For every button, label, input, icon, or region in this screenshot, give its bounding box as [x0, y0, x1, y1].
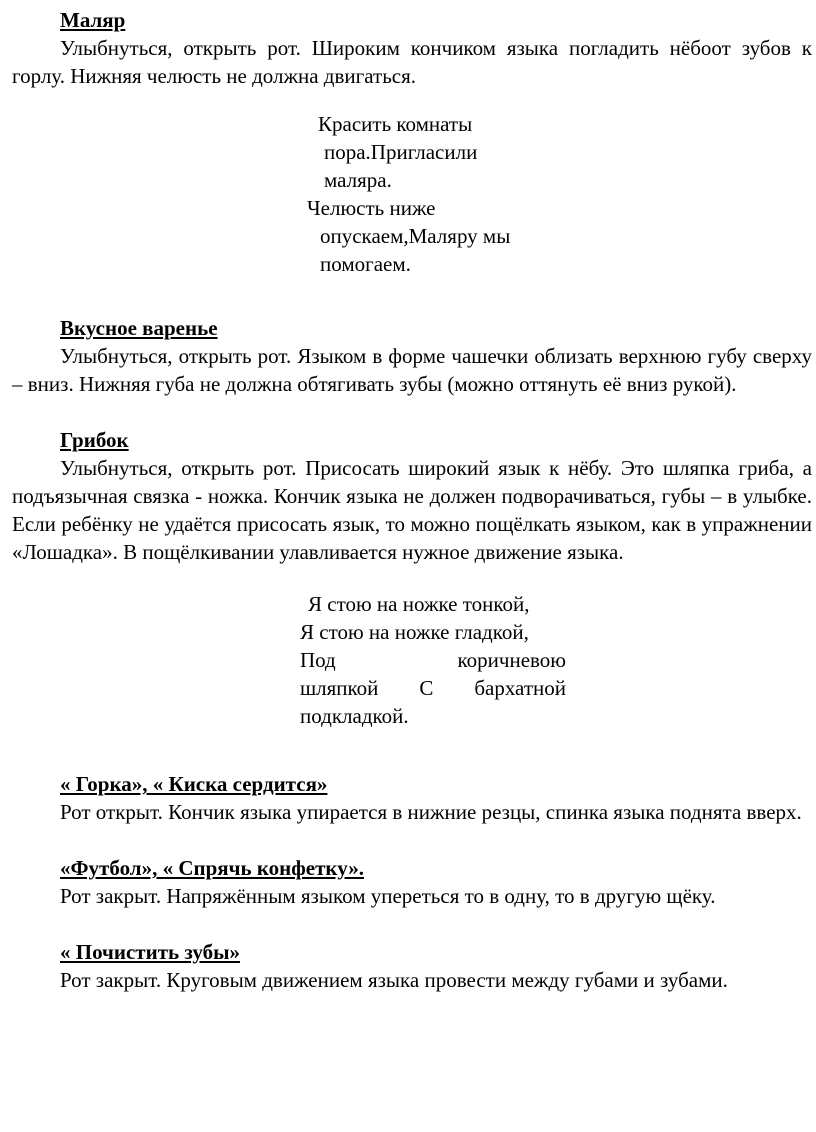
poem-word: Под	[300, 648, 336, 672]
section-text: Улыбнуться, открыть рот. Языком в форме чашечки облизать верхнюю губу сверху – вниз. Нижняя губа не должна обтягивать зубы (можно оттянуть её вниз рукой).	[12, 344, 812, 396]
poem-word: шляпкой	[300, 676, 379, 700]
section-futbol	[12, 854, 812, 910]
poem-line: Я стою на ножке гладкой,	[300, 620, 529, 644]
section-title: Вкусное варенье	[60, 316, 218, 340]
section-gorka	[12, 770, 812, 826]
poem-line	[300, 674, 566, 702]
section-title: Грибок	[60, 428, 129, 452]
section-malyar	[12, 6, 812, 90]
poem-line: Челюсть ниже	[307, 196, 436, 220]
poem-word: бархатной	[474, 676, 566, 700]
poem-line: опускаем,Маляру мы	[320, 224, 511, 248]
poem-gribok	[12, 590, 812, 730]
section-title: « Почистить зубы»	[60, 940, 241, 964]
section-title: «Футбол», « Спрячь конфетку».	[60, 856, 364, 880]
poem-line	[300, 646, 566, 674]
section-text: Улыбнуться, открыть рот. Широким кончиком языка погладить нёбоот зубов к горлу. Нижняя челюсть не должна двигаться.	[12, 36, 812, 88]
section-text: Рот закрыт. Напряжённым языком упереться то в одну, то в другую щёку.	[60, 884, 716, 908]
poem-line: маляра.	[324, 168, 392, 192]
poem-line: Я стою на ножке тонкой,	[308, 592, 530, 616]
section-title: Маляр	[60, 8, 126, 32]
section-text: Рот закрыт. Круговым движением языка провести между губами и зубами.	[60, 968, 728, 992]
section-gribok	[12, 426, 812, 566]
section-title: « Горка», « Киска сердится»	[60, 772, 328, 796]
section-vkusnoe-varenye	[12, 314, 812, 398]
section-text: Рот открыт. Кончик языка упирается в нижние резцы, спинка языка поднята вверх.	[60, 800, 802, 824]
section-text: Улыбнуться, открыть рот. Присосать широкий язык к нёбу. Это шляпка гриба, а подъязычная связка - ножка. Кончик языка не должен подворачиваться, губы – в улыбке. Если ребёнку не удаётся присосать язык, то можно пощёлкать языком, как в упражнении «Лошадка». В пощёлкивании улавливается нужное движение языка.	[12, 456, 812, 564]
section-pochistit-zuby	[12, 938, 812, 994]
poem-line: помогаем.	[320, 252, 411, 276]
poem-word: С	[419, 676, 434, 700]
poem-word: коричневою	[457, 648, 566, 672]
poem-malyar	[12, 110, 812, 278]
poem-line: Красить комнаты	[318, 112, 473, 136]
poem-line: пора.Пригласили	[324, 140, 478, 164]
poem-line: подкладкой.	[300, 704, 409, 728]
document-page	[12, 6, 812, 1022]
